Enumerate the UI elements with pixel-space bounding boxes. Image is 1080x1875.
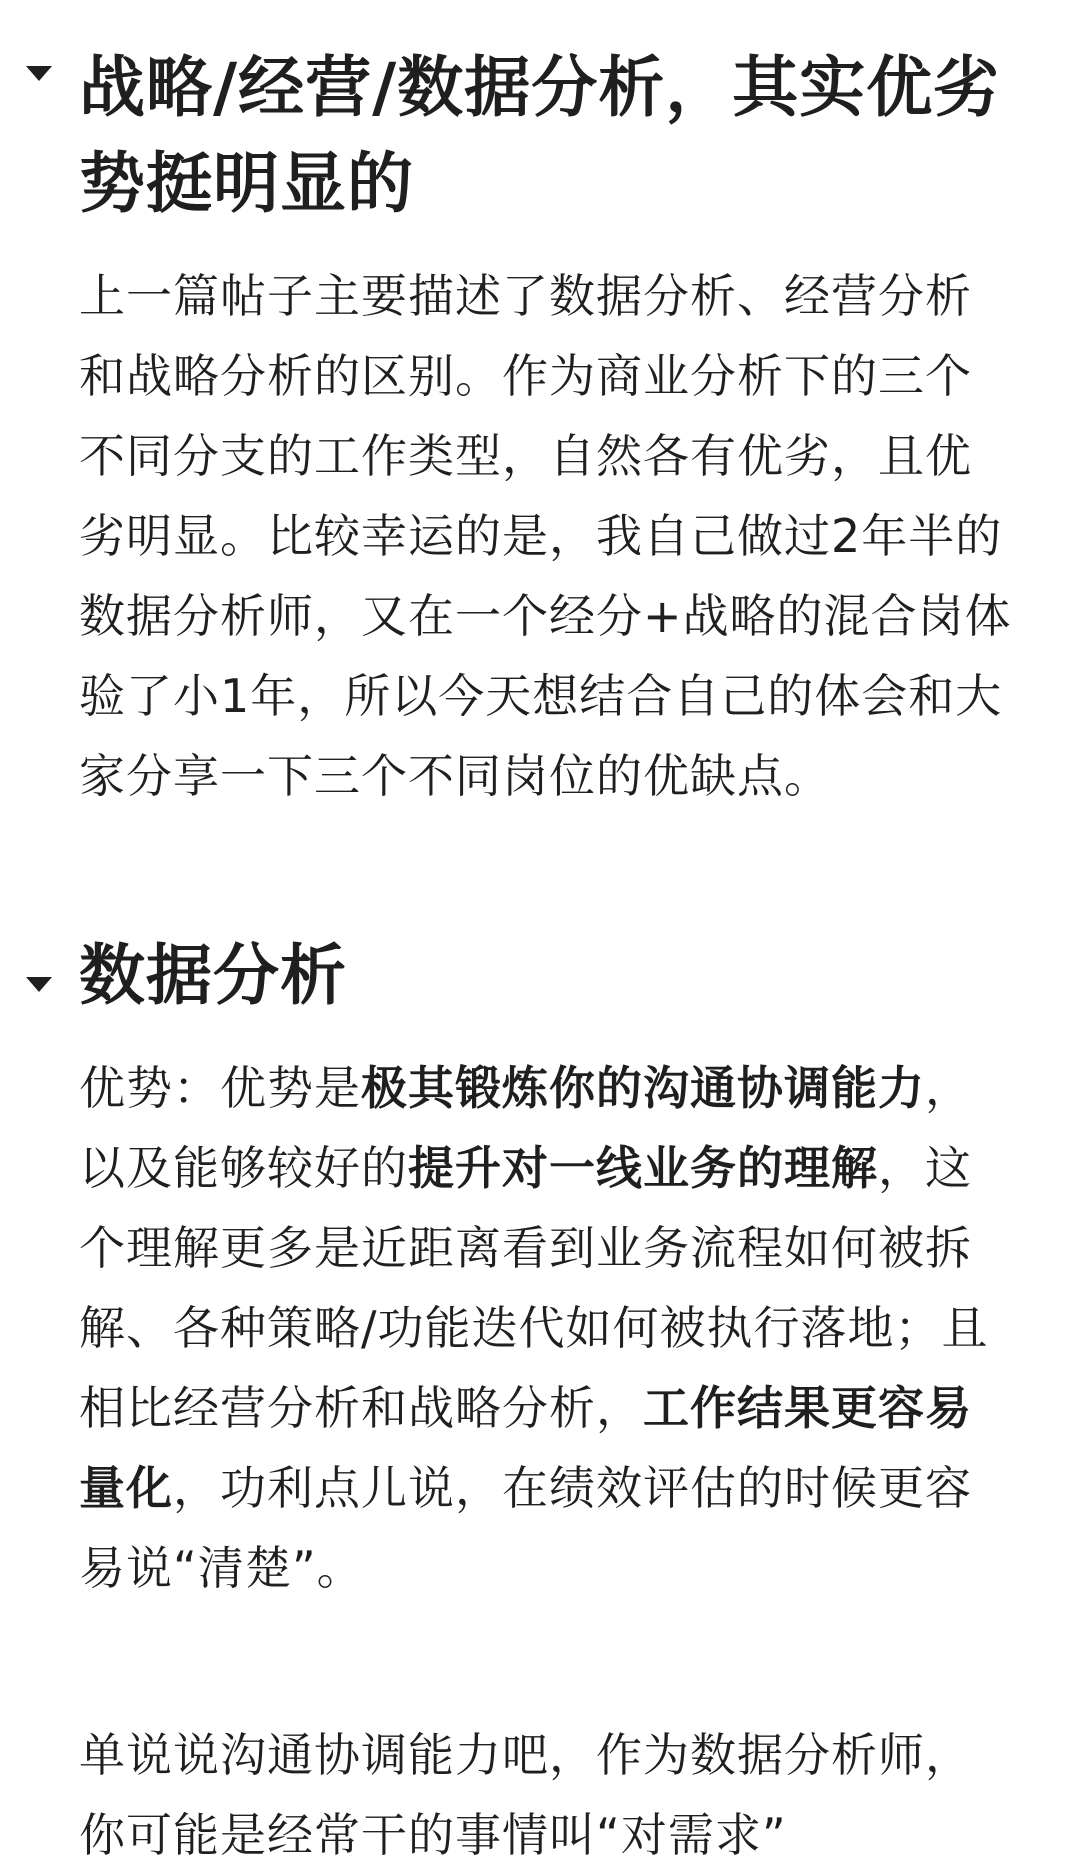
communication-paragraph: 单说说沟通协调能力吧，作为数据分析师，你可能是经常干的事情叫“对需求” xyxy=(79,1728,972,1862)
intro-paragraph: 上一篇帖子主要描述了数据分析、经营分析和战略分析的区别。作为商业分析下的三个不同分支的工作类型，自然各有优劣，且优劣明显。比较幸运的是，我自己做过2年半的数据分析师，又在一个经分+战略的混合岗体验了小1年，所以今天想结合自己的体会和大家分享一下三个不同岗位的优缺点。 xyxy=(79,269,1012,803)
advantages-text-2: ，以及能够较好的 xyxy=(79,1061,972,1195)
advantages-bold-2: 提升对一线业务的理解 xyxy=(408,1141,878,1195)
advantages-bold-3: 工作结果更容易量化 xyxy=(79,1381,972,1515)
section-heading-strategy: 战略/经营/数据分析，其实优劣势挺明显的 xyxy=(79,49,1001,222)
advantages-text-1: 优势：优势是 xyxy=(79,1061,361,1115)
toggle-triangle-icon[interactable] xyxy=(26,977,52,992)
toggle-triangle-icon[interactable] xyxy=(26,66,52,81)
advantages-text-3: ，这个理解更多是近距离看到业务流程如何被拆解、各种策略/功能迭代如何被执行落地；且相比经营分析和战略分析， xyxy=(79,1141,989,1435)
advantages-bold-1: 极其锻炼你的沟通协调能力 xyxy=(361,1061,925,1115)
advantages-paragraph xyxy=(79,1048,1014,1608)
advantages-text-4: ，功利点儿说，在绩效评估的时候更容易说“清楚”。 xyxy=(79,1461,972,1595)
section-heading-data-analysis: 数据分析 xyxy=(79,937,347,1014)
